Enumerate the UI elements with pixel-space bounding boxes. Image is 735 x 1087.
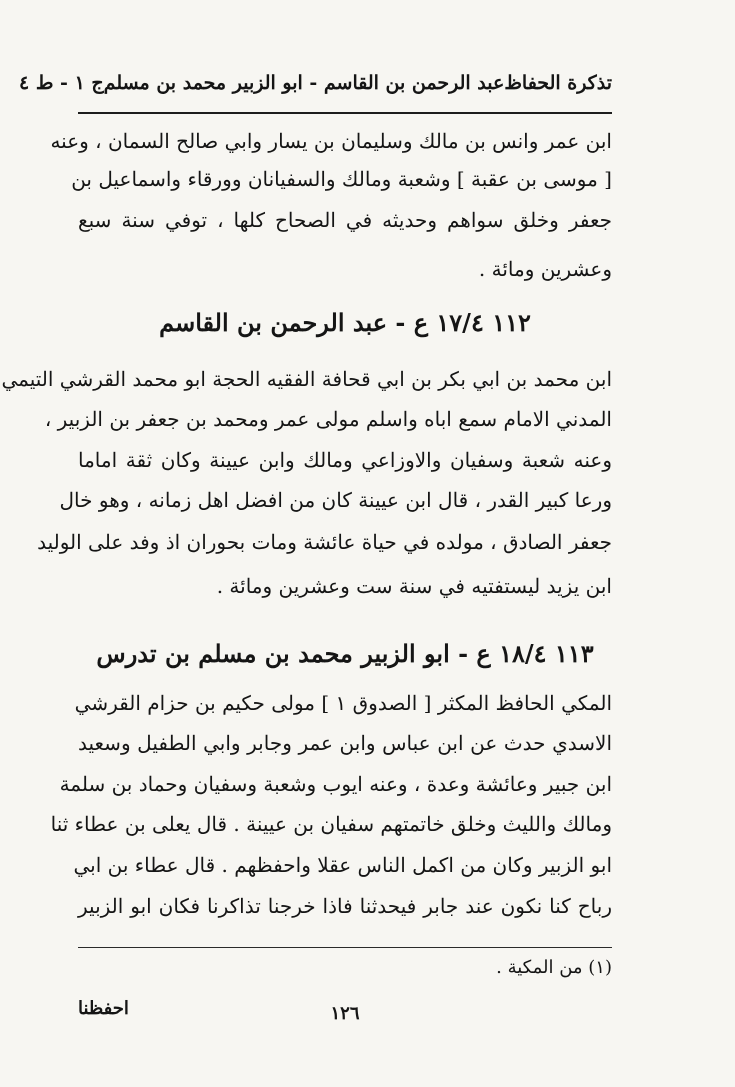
text-line: المدني الامام سمع اباه واسلم مولى عمر ومحمد بن جعفر بن الزبير ، — [44, 407, 612, 431]
running-head — [19, 66, 612, 100]
header-rule — [78, 112, 612, 114]
text-line: ابن عمر وانس بن مالك وسليمان بن يسار وابي صالح السمان ، وعنه — [50, 129, 612, 153]
text-line: ابن يزيد ليستفتيه في سنة ست وعشرين ومائة . — [216, 574, 612, 598]
page-footer — [78, 1000, 612, 1032]
volume-edition: ج ١ - ط ٤ — [19, 71, 104, 94]
biography-heading: ١١٢ ١٧/٤ ع - عبد الرحمن بن القاسم — [159, 308, 531, 337]
text-line: جعفر وخلق سواهم وحديثه في الصحاح كلها ، توفي سنة سبع — [78, 208, 612, 232]
book-page — [1, 56, 612, 1036]
footnote-rule — [78, 947, 612, 948]
text-line: [ موسى بن عقبة ] وشعبة ومالك والسفيانان وورقاء واسماعيل بن — [71, 167, 612, 191]
text-line: ومالك والليث وخلق خاتمتهم سفيان بن عيينة . قال يعلى بن عطاء ثنا — [50, 812, 612, 836]
text-line: جعفر الصادق ، مولده في حياة عائشة ومات بحوران اذ وفد على الوليد — [37, 530, 612, 554]
text-line: رباح كنا نكون عند جابر فيحدثنا فاذا خرجنا تذاكرنا فكان ابو الزبير — [78, 894, 612, 918]
text-line: المكي الحافظ المكثر [ الصدوق ١ ] مولى حكيم بن حزام القرشي — [74, 691, 612, 715]
text-line: وعنه شعبة وسفيان والاوزاعي ومالك وابن عيينة وكان ثقة اماما — [78, 448, 612, 472]
footnote: (١) من المكية . — [496, 957, 612, 978]
page-number: ١٢٦ — [330, 1003, 360, 1024]
text-line: ورعا كبير القدر ، قال ابن عيينة كان من افضل اهل زمانه ، وهو خال — [59, 488, 612, 512]
text-line: ابن جبير وعائشة وعدة ، وعنه ايوب وشعبة وسفيان وحماد بن سلمة — [59, 772, 612, 796]
text-line: وعشرين ومائة . — [478, 257, 612, 281]
text-line: ابن محمد بن ابي بكر بن ابي قحافة الفقيه الحجة ابو محمد القرشي التيمي — [1, 367, 612, 391]
catchword: احفظنا — [78, 998, 129, 1019]
text-line: ابو الزبير وكان من اكمل الناس عقلا واحفظهم . قال عطاء بن ابي — [73, 853, 612, 877]
text-line: الاسدي حدث عن ابن عباس وابن عمر وجابر وابي الطفيل وسعيد — [78, 731, 612, 755]
biography-heading: ١١٣ ١٨/٤ ع - ابو الزبير محمد بن مسلم بن تدرس — [96, 639, 594, 668]
book-title: تذكرة الحفاظ — [504, 71, 612, 94]
entry-names: عبد الرحمن بن القاسم - ابو الزبير محمد بن مسلم — [103, 71, 505, 94]
